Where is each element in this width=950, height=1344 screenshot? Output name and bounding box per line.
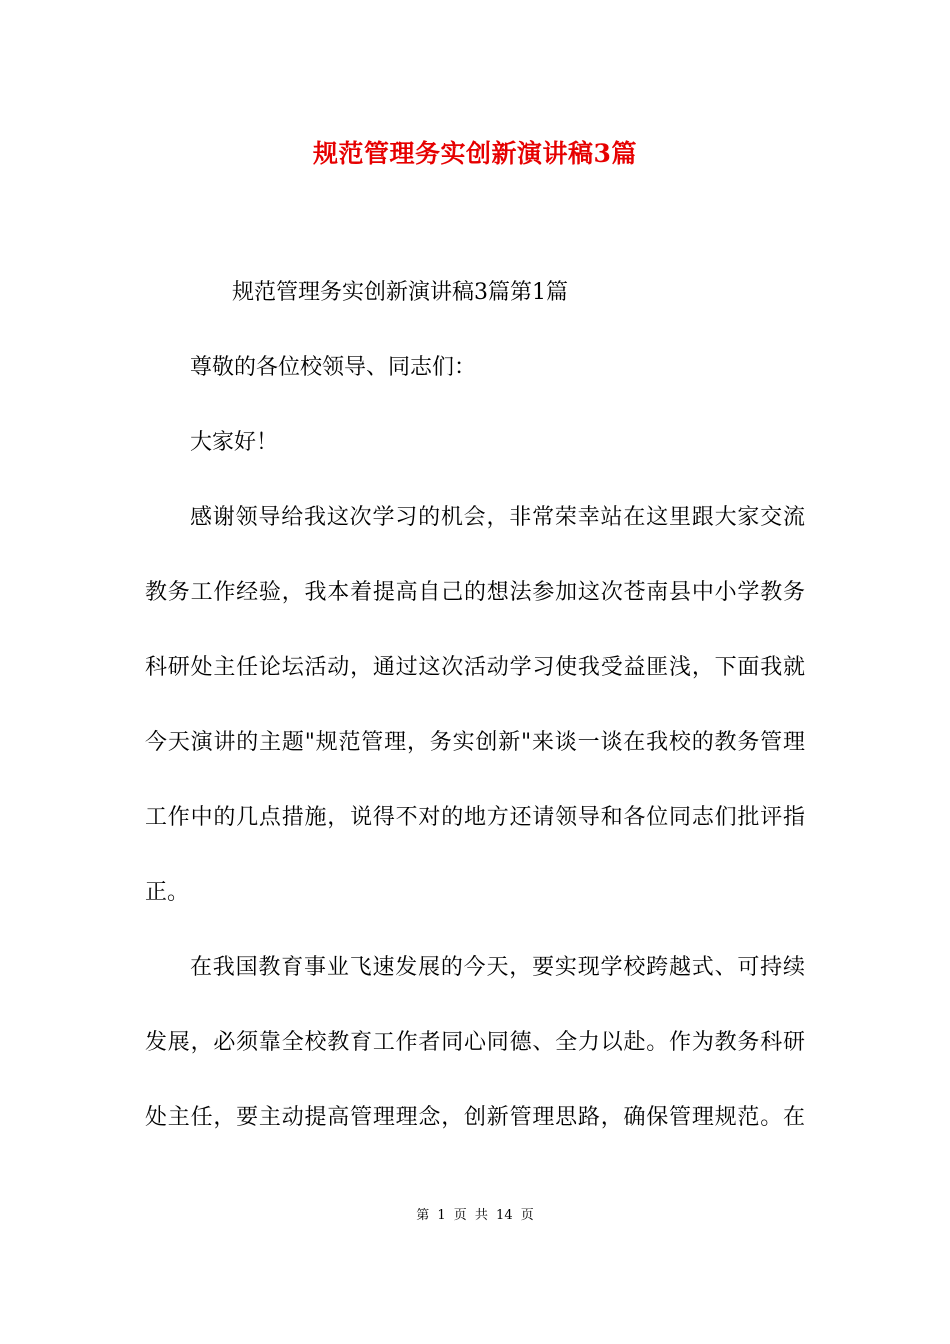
salutation-line: 尊敬的各位校领导、同志们： bbox=[190, 355, 477, 380]
page-number-footer: 第 1 页 共 14 页 bbox=[416, 1208, 534, 1223]
paragraph-line: 工作中的几点措施，说得不对的地方还请领导和各位同志们批评指 bbox=[145, 805, 805, 830]
paragraph-line: 发展，必须靠全校教育工作者同心同德、全力以赴。作为教务科研 bbox=[145, 1030, 805, 1055]
paragraph-line: 科研处主任论坛活动，通过这次活动学习使我受益匪浅，下面我就 bbox=[145, 655, 805, 680]
document-title: 规范管理务实创新演讲稿3篇 bbox=[313, 139, 637, 168]
section-heading: 规范管理务实创新演讲稿3篇第1篇 bbox=[232, 280, 568, 305]
greeting-line: 大家好！ bbox=[190, 430, 279, 455]
paragraph-line: 教务工作经验，我本着提高自己的想法参加这次苍南县中小学教务 bbox=[145, 580, 805, 605]
paragraph-line: 正。 bbox=[145, 880, 190, 905]
paragraph-line: 在我国教育事业飞速发展的今天，要实现学校跨越式、可持续 bbox=[190, 955, 805, 980]
paragraph-line: 处主任，要主动提高管理理念，创新管理思路，确保管理规范。在 bbox=[145, 1105, 805, 1130]
paragraph-line: 今天演讲的主题"规范管理，务实创新"来谈一谈在我校的教务管理 bbox=[145, 730, 805, 755]
paragraph-line: 感谢领导给我这次学习的机会，非常荣幸站在这里跟大家交流 bbox=[190, 505, 805, 530]
